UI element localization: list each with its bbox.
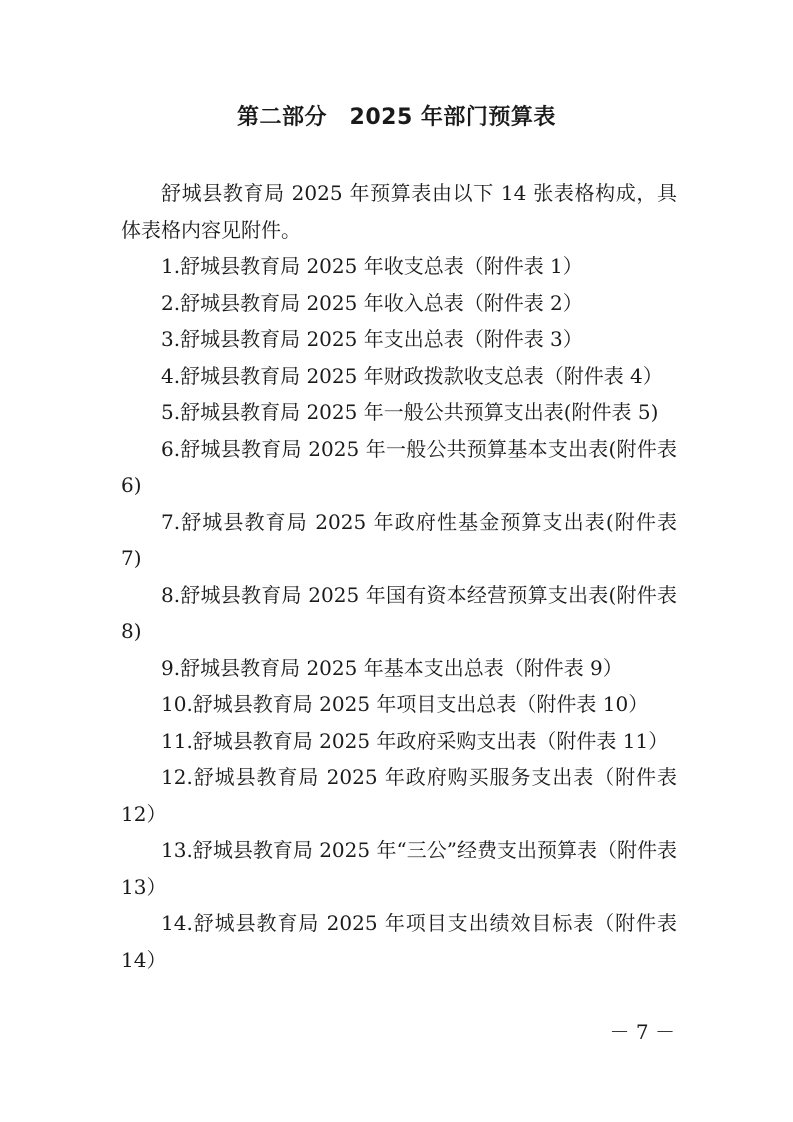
list-item: 4.舒城县教育局 2025 年财政拨款收支总表（附件表 4） xyxy=(161,363,663,388)
page-title: 第二部分 2025 年部门预算表 xyxy=(237,105,556,130)
page-number: － 7 － xyxy=(609,1020,675,1044)
list-item: 6.舒城县教育局 2025 年一般公共预算基本支出表(附件表 6) xyxy=(121,436,677,497)
list-item: 14.舒城县教育局 2025 年项目支出绩效目标表（附件表 14） xyxy=(121,911,677,972)
list-item: 3.舒城县教育局 2025 年支出总表（附件表 3） xyxy=(161,327,583,351)
list-item: 12.舒城县教育局 2025 年政府购买服务支出表（附件表 12） xyxy=(121,765,677,826)
list-item: 8.舒城县教育局 2025 年国有资本经营预算支出表(附件表 8) xyxy=(121,582,677,643)
list-item: 2.舒城县教育局 2025 年收入总表（附件表 2） xyxy=(161,290,583,315)
list-item: 13.舒城县教育局 2025 年“三公”经费支出预算表（附件表 13） xyxy=(121,838,677,899)
list-item: 7.舒城县教育局 2025 年政府性基金预算支出表(附件表 7) xyxy=(121,509,677,570)
list-item: 9.舒城县教育局 2025 年基本支出总表（附件表 9） xyxy=(161,655,623,680)
list-item: 10.舒城县教育局 2025 年项目支出总表（附件表 10） xyxy=(161,692,649,716)
intro-paragraph: 舒城县教育局 2025 年预算表由以下 14 张表格构成，具体表格内容见附件。 xyxy=(121,181,677,242)
document-body xyxy=(121,175,677,978)
list-item: 1.舒城县教育局 2025 年收支总表（附件表 1） xyxy=(161,254,583,278)
list-item: 11.舒城县教育局 2025 年政府采购支出表（附件表 11） xyxy=(161,728,669,753)
list-item: 5.舒城县教育局 2025 年一般公共预算支出表(附件表 5) xyxy=(161,400,659,424)
